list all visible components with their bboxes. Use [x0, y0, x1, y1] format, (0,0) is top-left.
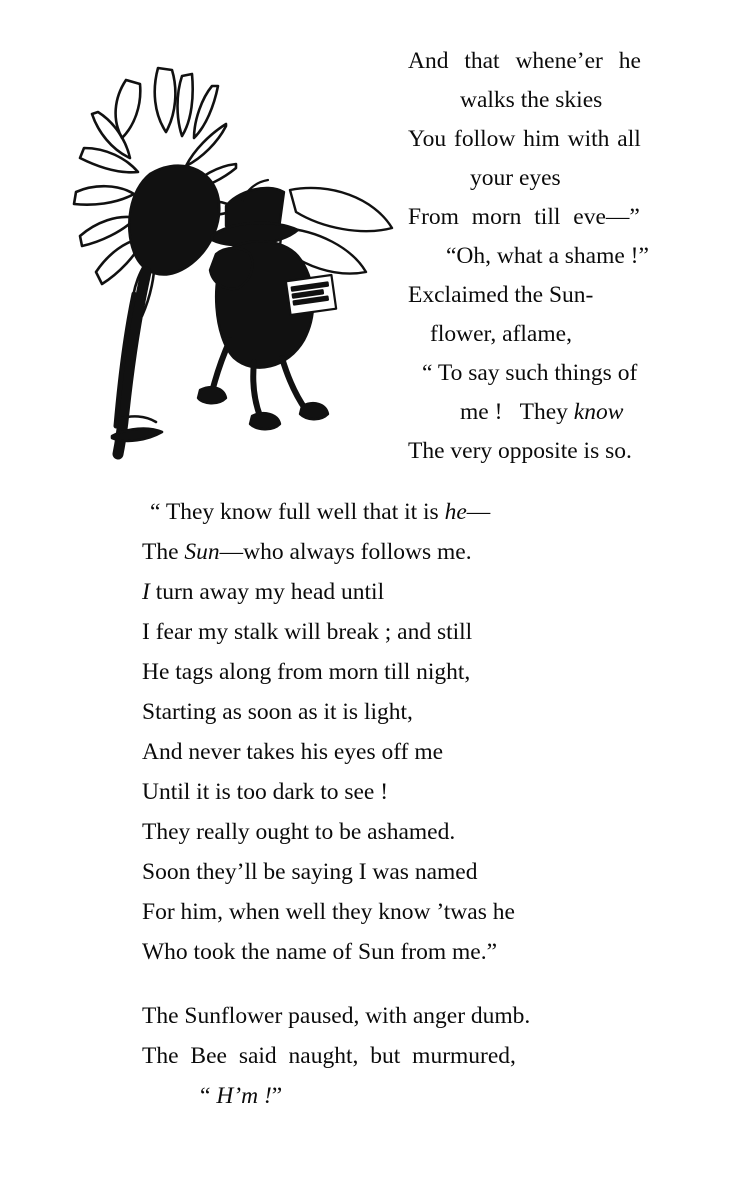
poem-line: And that whene’er he	[408, 48, 641, 74]
poem-line: And never takes his eyes off me	[142, 739, 444, 765]
poem-line-italic-i: I turn away my head until	[142, 579, 385, 605]
poem-line: For him, when well they know ’twas he	[142, 899, 515, 925]
stanza-second	[142, 492, 702, 972]
poem-line: They really ought to be ashamed.	[142, 819, 456, 845]
poem-line-italic-sun: The Sun—who always follows me.	[142, 539, 472, 565]
poem-line-italic-hm: “ H’m !”	[200, 1083, 283, 1109]
poem-line: flower, aflame,	[430, 321, 572, 347]
poem-line: walks the skies	[460, 87, 603, 113]
poem-line: “Oh, what a shame !”	[446, 243, 649, 269]
poem-line: The very opposite is so.	[408, 438, 632, 464]
sunflower-and-bee-drawing	[30, 40, 400, 460]
poem-line: Until it is too dark to see !	[142, 779, 389, 805]
stanza-third	[142, 996, 722, 1116]
top-block	[0, 30, 750, 470]
poem-line: From morn till eve—”	[408, 204, 640, 230]
poem-line-italic-know: me ! They know	[460, 399, 624, 425]
stanza-first	[408, 42, 726, 471]
poem-line: Exclaimed the Sun-	[408, 282, 594, 308]
poem-line: “ To say such things of	[422, 360, 638, 386]
poem-line: Starting as soon as it is light,	[142, 699, 413, 725]
poem-line: Soon they’ll be saying I was named	[142, 859, 478, 885]
poem-line: He tags along from morn till night,	[142, 659, 471, 685]
poem-line: You follow him with all	[408, 126, 641, 152]
poem-line-italic-he: “ They know full well that it is he—	[150, 499, 491, 525]
poem-line: your eyes	[470, 165, 561, 191]
poem-line: The Sunflower paused, with anger dumb.	[142, 1003, 531, 1029]
poem-line: The Bee said naught, but murmured,	[142, 1043, 516, 1069]
poem-line: Who took the name of Sun from me.”	[142, 939, 498, 965]
poem-line: I fear my stalk will break ; and still	[142, 619, 473, 645]
